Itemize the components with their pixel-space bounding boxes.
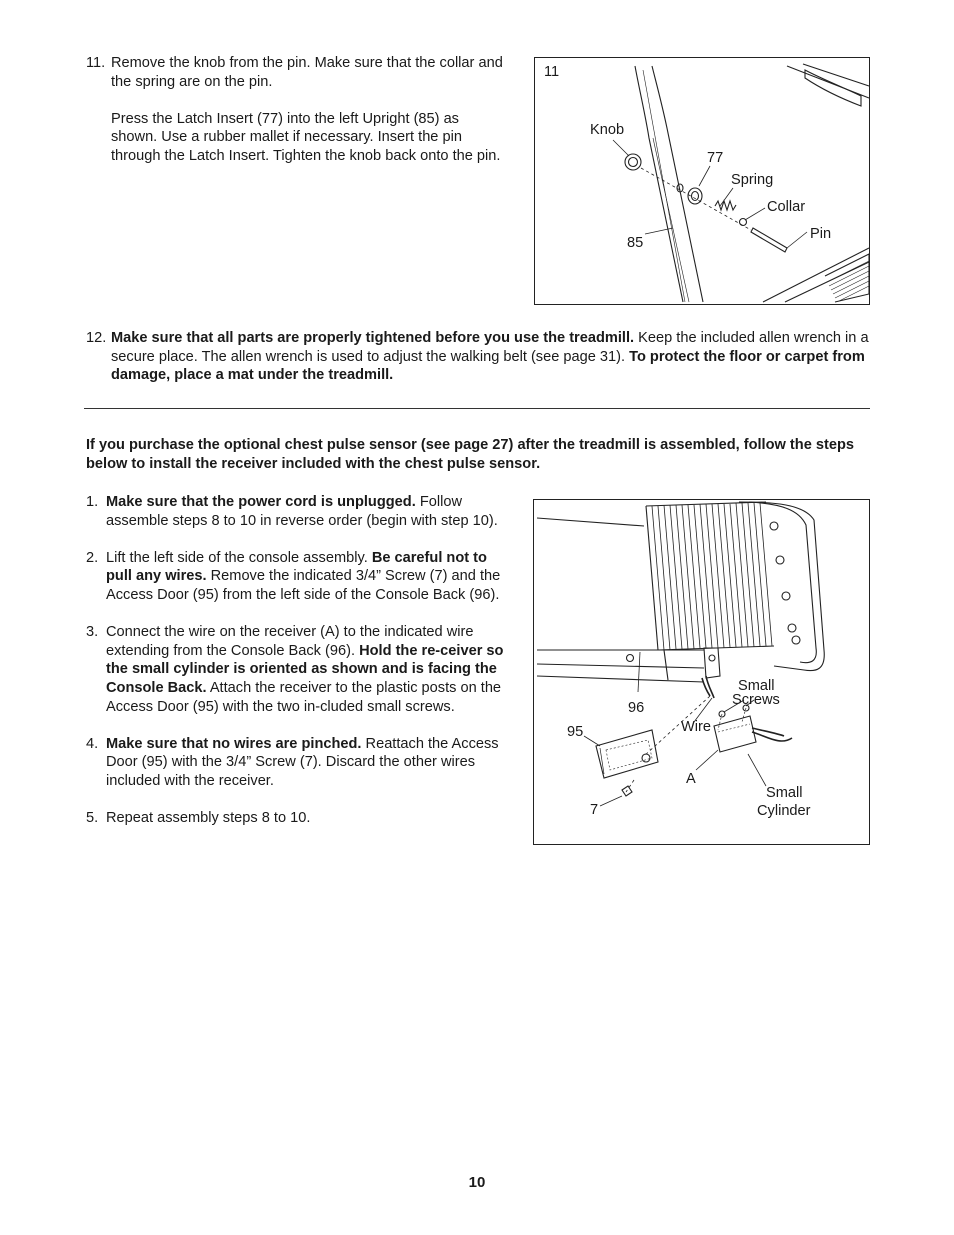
step-pre: Lift the left side of the console assembly. xyxy=(106,549,372,566)
label-small-cylinder-1: Small xyxy=(766,785,803,801)
label-small-screws-2: Screws xyxy=(732,692,780,708)
receiver-intro: If you purchase the optional chest pulse sensor (see page 27) after the treadmill is assembled, follow the steps below to install the receiver included with the chest pulse sensor. xyxy=(86,437,855,472)
step-bold: Hold the re-ceiver so the small cylinder is oriented as shown and is facing the Console Back. xyxy=(106,642,504,696)
receiver-step-1 xyxy=(86,493,506,530)
receiver-steps xyxy=(86,493,506,846)
step-number: 1. xyxy=(86,494,99,510)
label-7: 7 xyxy=(590,802,599,818)
step-pre: Connect the wire on the receiver (A) to the indicated wire extending from the Console Back (96). xyxy=(106,624,474,659)
label-spring: Spring xyxy=(731,172,774,188)
step-12-text xyxy=(111,329,876,385)
label-85: 85 xyxy=(627,235,644,251)
label-pin: Pin xyxy=(810,226,832,242)
receiver-step-5 xyxy=(86,809,506,828)
receiver-step-4 xyxy=(86,735,506,791)
step-11-para-1: Remove the knob from the pin. Make sure that the collar and the spring are on the pin. xyxy=(111,55,503,90)
step-text: Follow assemble steps 8 to 10 in reverse order (begin with step 10). xyxy=(106,494,498,529)
step-text: Reattach the Access Door (95) with the 3/4” Screw (7). Discard the other wires included with the receiver. xyxy=(106,735,499,789)
step-number: 3. xyxy=(86,624,99,641)
step-11 xyxy=(86,54,506,166)
step-12 xyxy=(86,329,876,385)
label-small-screws-1: Small xyxy=(738,678,775,694)
step-bold: Be careful not to pull any wires. xyxy=(106,549,487,585)
figure-receiver-install xyxy=(533,499,870,845)
label-knob: Knob xyxy=(590,122,625,138)
label-wire: Wire xyxy=(681,719,711,735)
label-96: 96 xyxy=(628,700,645,716)
step-12-bold-1: Make sure that all parts are properly tightened before you use the treadmill. xyxy=(111,330,635,346)
step-12-text-1: Keep the included allen wrench in a secure place. The allen wrench is used to adjust the walking belt (see page 31). xyxy=(111,330,869,365)
label-small-cylinder-2: Cylinder xyxy=(757,803,811,819)
receiver-step-2 xyxy=(86,549,506,605)
label-77: 77 xyxy=(707,150,724,166)
label-a: A xyxy=(686,771,696,787)
step-number: 4. xyxy=(86,735,99,752)
step-11-number: 11. xyxy=(86,55,106,71)
page-number: 10 xyxy=(468,1174,486,1191)
figure-11-drawing xyxy=(535,58,871,306)
label-collar: Collar xyxy=(767,199,806,215)
label-95: 95 xyxy=(567,724,584,740)
step-12-bold-2: To protect the floor or carpet from damage, place a mat under the treadmill. xyxy=(111,348,865,384)
step-bold: Make sure that the power cord is unplugged. xyxy=(106,494,416,510)
step-number: 2. xyxy=(86,549,99,566)
section-divider xyxy=(84,408,870,409)
figure-11-step-label: 11 xyxy=(544,64,560,80)
receiver-figure-drawing xyxy=(534,500,871,846)
step-12-number: 12. xyxy=(86,330,107,346)
step-text: Repeat assembly steps 8 to 10. xyxy=(106,810,311,827)
receiver-step-3 xyxy=(86,623,506,716)
step-11-para-2: Press the Latch Insert (77) into the left Upright (85) as shown. Use a rubber mallet if necessary. Insert the pin through the Latch Insert. Tighten the knob back onto the pin. xyxy=(111,110,501,164)
step-text: Attach the receiver to the plastic posts on the Access Door (95) with the two in-cluded small screws. xyxy=(106,679,502,715)
step-text: Remove the indicated 3/4” Screw (7) and the Access Door (95) from the left side of the Console Back (96). xyxy=(106,568,501,603)
step-bold: Make sure that no wires are pinched. xyxy=(106,735,362,752)
step-number: 5. xyxy=(86,810,99,827)
figure-step-11 xyxy=(534,57,870,305)
